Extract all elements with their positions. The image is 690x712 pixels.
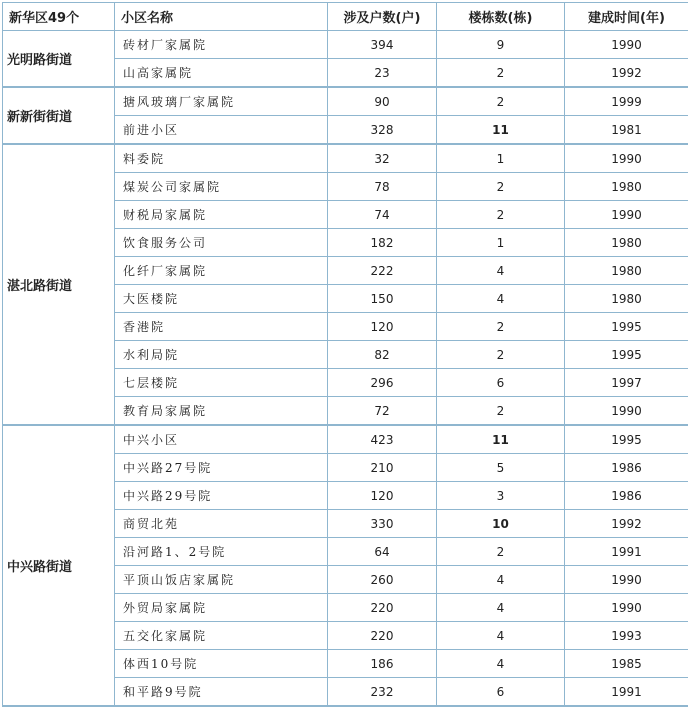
community-name: 大医楼院 <box>115 285 328 313</box>
households-count: 394 <box>328 31 437 59</box>
built-year: 1980 <box>565 257 689 285</box>
street-name: 光明路街道 <box>3 31 115 88</box>
community-name: 煤炭公司家属院 <box>115 173 328 201</box>
building-count: 1 <box>437 144 565 173</box>
community-name: 香港院 <box>115 313 328 341</box>
street-name: 湛北路街道 <box>3 144 115 425</box>
building-count: 4 <box>437 622 565 650</box>
building-count: 2 <box>437 173 565 201</box>
header-community-name: 小区名称 <box>115 3 328 31</box>
building-count: 11 <box>437 425 565 454</box>
building-count: 2 <box>437 59 565 88</box>
households-count: 232 <box>328 678 437 707</box>
built-year: 1992 <box>565 510 689 538</box>
community-name: 饮食服务公司 <box>115 229 328 257</box>
households-count: 32 <box>328 144 437 173</box>
built-year: 1990 <box>565 201 689 229</box>
households-count: 328 <box>328 116 437 145</box>
community-name: 料委院 <box>115 144 328 173</box>
community-name: 水利局院 <box>115 341 328 369</box>
community-name: 沿河路1、2号院 <box>115 538 328 566</box>
households-count: 186 <box>328 650 437 678</box>
community-name: 中兴小区 <box>115 425 328 454</box>
built-year: 1990 <box>565 31 689 59</box>
households-count: 74 <box>328 201 437 229</box>
households-count: 64 <box>328 538 437 566</box>
community-name: 七层楼院 <box>115 369 328 397</box>
header-built-year: 建成时间(年) <box>565 3 689 31</box>
building-count: 3 <box>437 482 565 510</box>
households-count: 330 <box>328 510 437 538</box>
built-year: 1995 <box>565 313 689 341</box>
street-name: 新新街街道 <box>3 87 115 144</box>
building-count: 2 <box>437 201 565 229</box>
built-year: 1992 <box>565 59 689 88</box>
header-households: 涉及户数(户) <box>328 3 437 31</box>
built-year: 1999 <box>565 87 689 116</box>
header-buildings: 楼栋数(栋) <box>437 3 565 31</box>
households-count: 222 <box>328 257 437 285</box>
community-name: 平顶山饭店家属院 <box>115 566 328 594</box>
building-count: 4 <box>437 285 565 313</box>
header-row <box>3 3 689 31</box>
built-year: 1990 <box>565 397 689 426</box>
built-year: 1995 <box>565 341 689 369</box>
table-row <box>3 87 689 116</box>
building-count: 9 <box>437 31 565 59</box>
building-count: 1 <box>437 229 565 257</box>
table-body <box>3 31 689 707</box>
built-year: 1980 <box>565 173 689 201</box>
community-name: 和平路9号院 <box>115 678 328 707</box>
built-year: 1991 <box>565 678 689 707</box>
building-count: 10 <box>437 510 565 538</box>
table-container <box>2 2 688 712</box>
building-count: 11 <box>437 116 565 145</box>
building-count: 2 <box>437 87 565 116</box>
building-count: 4 <box>437 594 565 622</box>
households-count: 182 <box>328 229 437 257</box>
built-year: 1990 <box>565 594 689 622</box>
building-count: 4 <box>437 566 565 594</box>
built-year: 1990 <box>565 144 689 173</box>
built-year: 1980 <box>565 285 689 313</box>
community-name: 中兴路27号院 <box>115 454 328 482</box>
table-row <box>3 144 689 173</box>
table-row <box>3 425 689 454</box>
building-count: 2 <box>437 313 565 341</box>
built-year: 1985 <box>565 650 689 678</box>
building-count: 4 <box>437 650 565 678</box>
built-year: 1981 <box>565 116 689 145</box>
built-year: 1993 <box>565 622 689 650</box>
households-count: 296 <box>328 369 437 397</box>
households-count: 120 <box>328 482 437 510</box>
built-year: 1995 <box>565 425 689 454</box>
households-count: 260 <box>328 566 437 594</box>
built-year: 1986 <box>565 454 689 482</box>
community-name: 山高家属院 <box>115 59 328 88</box>
built-year: 1990 <box>565 566 689 594</box>
building-count: 2 <box>437 538 565 566</box>
households-count: 23 <box>328 59 437 88</box>
built-year: 1991 <box>565 538 689 566</box>
header-district: 新华区49个 <box>3 3 115 31</box>
community-name: 前进小区 <box>115 116 328 145</box>
built-year: 1986 <box>565 482 689 510</box>
built-year: 1997 <box>565 369 689 397</box>
building-count: 6 <box>437 369 565 397</box>
households-count: 78 <box>328 173 437 201</box>
housing-table <box>2 2 688 707</box>
households-count: 423 <box>328 425 437 454</box>
building-count: 2 <box>437 341 565 369</box>
community-name: 砖材厂家属院 <box>115 31 328 59</box>
households-count: 150 <box>328 285 437 313</box>
community-name: 体西10号院 <box>115 650 328 678</box>
community-name: 中兴路29号院 <box>115 482 328 510</box>
building-count: 6 <box>437 678 565 707</box>
table-row <box>3 31 689 59</box>
community-name: 教育局家属院 <box>115 397 328 426</box>
households-count: 220 <box>328 594 437 622</box>
households-count: 210 <box>328 454 437 482</box>
building-count: 4 <box>437 257 565 285</box>
community-name: 五交化家属院 <box>115 622 328 650</box>
building-count: 2 <box>437 397 565 426</box>
households-count: 220 <box>328 622 437 650</box>
community-name: 化纤厂家属院 <box>115 257 328 285</box>
community-name: 搪风玻璃厂家属院 <box>115 87 328 116</box>
community-name: 商贸北苑 <box>115 510 328 538</box>
households-count: 90 <box>328 87 437 116</box>
households-count: 120 <box>328 313 437 341</box>
community-name: 财税局家属院 <box>115 201 328 229</box>
street-name: 中兴路街道 <box>3 425 115 706</box>
built-year: 1980 <box>565 229 689 257</box>
community-name: 外贸局家属院 <box>115 594 328 622</box>
households-count: 82 <box>328 341 437 369</box>
households-count: 72 <box>328 397 437 426</box>
building-count: 5 <box>437 454 565 482</box>
